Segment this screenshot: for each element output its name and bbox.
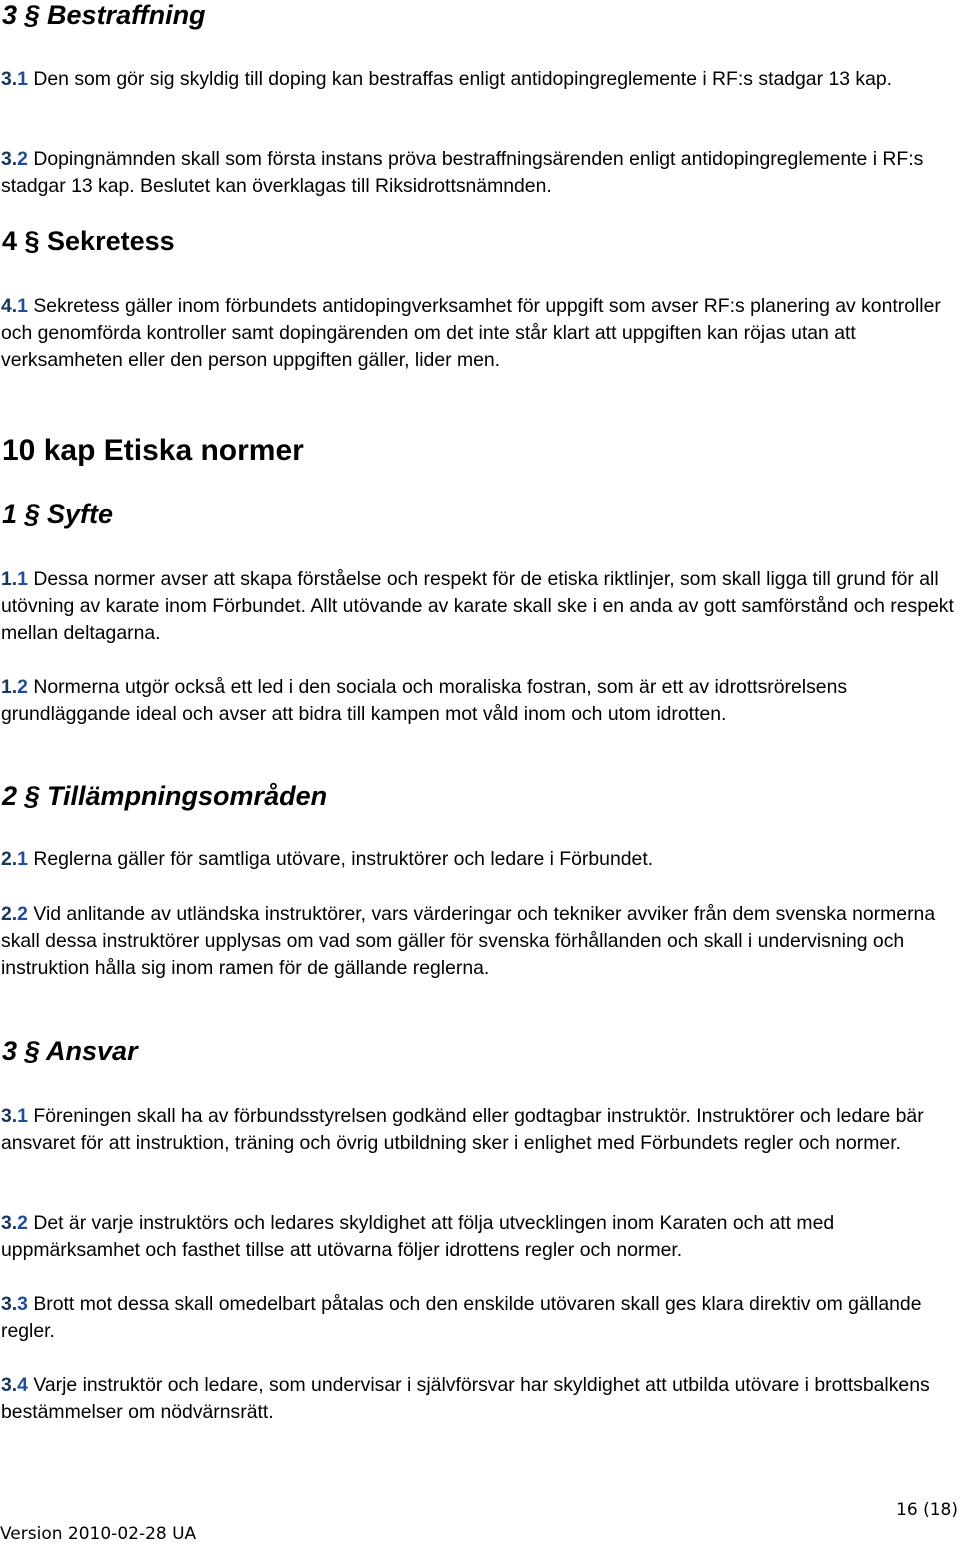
paragraph-number: 3.2 (1, 1212, 28, 1234)
section-heading-sekretess: 4 § Sekretess (2, 226, 175, 256)
paragraph-number: 1.1 (1, 568, 28, 590)
paragraph-number: 4.1 (1, 295, 28, 317)
section-heading-tillampningsomraden: 2 § Tillämpningsområden (2, 781, 328, 811)
paragraph-number: 3.4 (1, 1374, 28, 1396)
paragraph-text: Föreningen skall ha av förbundsstyrelsen godkänd eller godtagbar instruktör. Instruktörer och ledare bär ansvaret för att instruktion, träning och övrig utbildning sker i enlighet med Förbundets regler och normer. (1, 1105, 924, 1154)
paragraph-number: 3.1 (1, 1105, 28, 1127)
paragraph-3-2-ansvar (1, 1210, 959, 1264)
paragraph-text: Sekretess gäller inom förbundets antidopingverksamhet för uppgift som avser RF:s planering av kontroller och genomförda kontroller samt dopingärenden om det inte står klart att uppgiften kan röjas utan att verksamheten eller den person uppgiften gäller, lider men. (1, 295, 941, 371)
paragraph-2-2 (1, 901, 959, 982)
paragraph-1-2 (1, 674, 959, 728)
paragraph-number: 2.2 (1, 903, 28, 925)
paragraph-text: Reglerna gäller för samtliga utövare, instruktörer och ledare i Förbundet. (27, 848, 654, 870)
paragraph-text: Varje instruktör och ledare, som undervisar i självförsvar har skyldighet att utbilda utövare i brottsbalkens bestämmelser om nödvärnsrätt. (1, 1374, 930, 1423)
paragraph-3-4-ansvar (1, 1372, 959, 1426)
paragraph-number: 3.3 (1, 1293, 28, 1315)
chapter-title: 10 kap Etiska normer (2, 434, 304, 467)
paragraph-text: Dopingnämnden skall som första instans pröva bestraffningsärenden enligt antidopingreglemente i RF:s stadgar 13 kap. Beslutet kan överklagas till Riksidrottsnämnden. (1, 148, 924, 197)
paragraph-text: Det är varje instruktörs och ledares skyldighet att följa utvecklingen inom Karaten och att med uppmärksamhet och fasthet tillse att utövarna följer idrottens regler och normer. (1, 1212, 835, 1261)
paragraph-4-1 (1, 293, 959, 374)
paragraph-1-1 (1, 566, 959, 647)
paragraph-number: 3.2 (1, 148, 28, 170)
paragraph-number: 1.2 (1, 676, 28, 698)
paragraph-number: 2.1 (1, 848, 28, 870)
paragraph-3-3-ansvar (1, 1291, 959, 1345)
paragraph-3-1-ansvar (1, 1103, 959, 1157)
page-number: 16 (18) (896, 1500, 958, 1520)
paragraph-3-1 (1, 66, 959, 93)
paragraph-text: Brott mot dessa skall omedelbart påtalas och den enskilde utövaren skall ges klara direktiv om gällande regler. (1, 1293, 922, 1342)
paragraph-text: Vid anlitande av utländska instruktörer, vars värderingar och tekniker avviker från dem svenska normerna skall dessa instruktörer upplysas om vad som gäller för svenska förhållanden och skall i undervisning och instruktion hålla sig inom ramen för de gällande reglerna. (1, 903, 936, 979)
section-heading-ansvar: 3 § Ansvar (2, 1036, 138, 1066)
section-heading-syfte: 1 § Syfte (2, 499, 114, 529)
paragraph-text: Normerna utgör också ett led i den sociala och moraliska fostran, som är ett av idrottsrörelsens grundläggande ideal och avser att bidra till kampen mot våld inom och utom idrotten. (1, 676, 848, 725)
paragraph-number: 3.1 (1, 68, 28, 90)
paragraph-3-2 (1, 146, 959, 200)
paragraph-text: Den som gör sig skyldig till doping kan bestraffas enligt antidopingreglemente i RF:s stadgar 13 kap. (27, 68, 893, 90)
section-heading-bestraffning: 3 § Bestraffning (2, 0, 206, 30)
paragraph-text: Dessa normer avser att skapa förståelse och respekt för de etiska riktlinjer, som skall ligga till grund för all utövning av karate inom Förbundet. Allt utövande av karate skall ske i en anda av gott samförstånd och respekt mellan deltagarna. (1, 568, 954, 644)
version-footer: Version 2010-02-28 UA (0, 1524, 197, 1544)
paragraph-2-1 (1, 846, 959, 873)
